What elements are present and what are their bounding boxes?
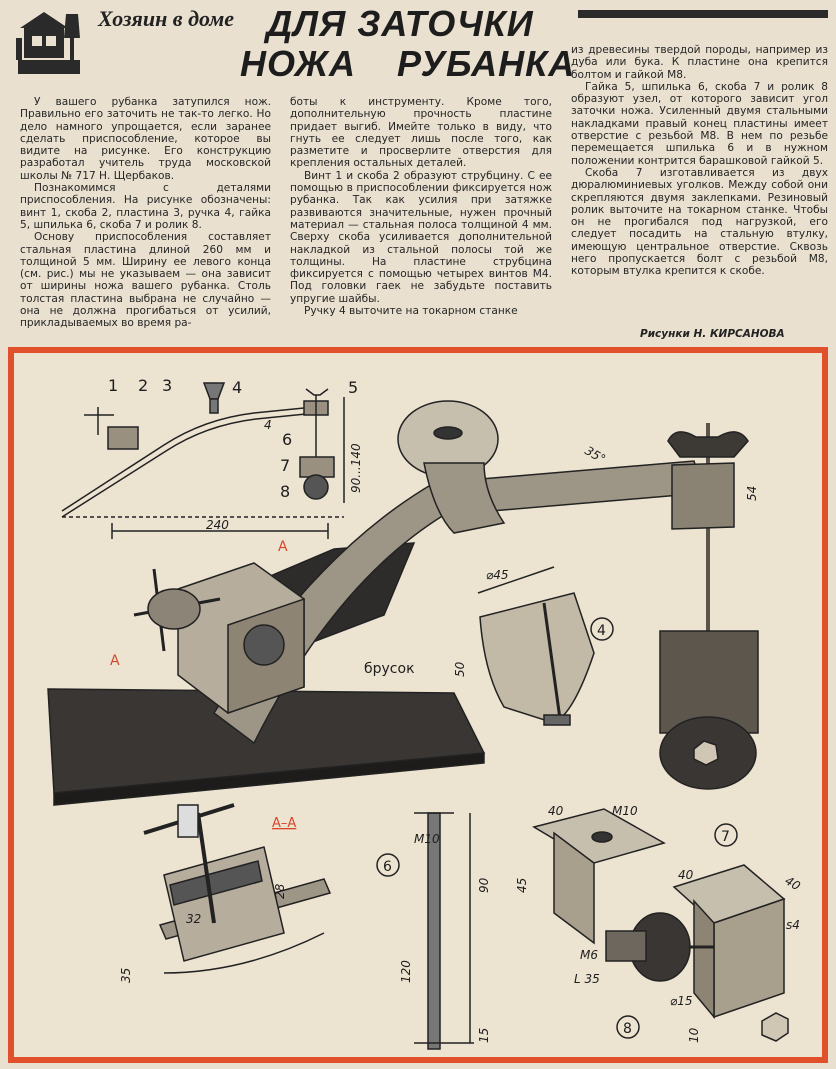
paragraph: У вашего рубанка затупился нож. Правильно его заточить не так-то легко. Но дело намного упрощается, если заранее сделать приспособление, которое вы видите на рисунке. Его конструкцию разработал учитель труда московской школы № 717 Н. Щербаков. — [20, 96, 271, 182]
paragraph: Ручку 4 выточите на токарном станке — [304, 305, 518, 318]
dim-offset: 4 — [264, 418, 272, 432]
detail6-thread-len: 90 — [477, 877, 491, 893]
main-assembly — [48, 401, 758, 805]
illustration-canvas — [14, 353, 822, 1057]
header-rule — [578, 10, 828, 18]
detail7-w2: 40 — [678, 868, 694, 882]
part-label-2: 2 — [138, 376, 149, 395]
technical-illustration — [8, 347, 828, 1063]
section-aa — [144, 805, 330, 973]
section-inner: 32 — [186, 912, 202, 926]
article-title — [240, 3, 576, 84]
detail8-bolt-len: L 35 — [574, 972, 600, 986]
detail7-d2: 40 — [782, 873, 803, 894]
detail7-number: 7 — [721, 829, 730, 845]
stone-label: брусок — [364, 661, 415, 677]
illustration-credit: Рисунки Н. КИРСАНОВА — [640, 328, 785, 340]
section-height: 28 — [273, 883, 287, 899]
paragraph: боты к инструменту. Кроме того, дополнительную прочность пластине придает выгиб. Имейте только в виду, что гнуть ее следует лишь после того, как разметите и просверлите отверстия для крепления остальных деталей. — [290, 96, 552, 170]
detail7-h: 45 — [515, 877, 529, 893]
detail4-number: 4 — [597, 623, 606, 639]
detail8-number: 8 — [623, 1021, 632, 1037]
dim-height-range: 90...140 — [349, 443, 363, 493]
part-label-6: 6 — [282, 430, 293, 449]
dim-clamp-height: 54 — [745, 485, 759, 501]
detail7-thickness: s4 — [786, 918, 800, 932]
section-mark-top: А — [278, 539, 288, 555]
paragraph: Гайка 5, шпилька 6, скоба 7 и ролик 8 образуют узел, от которого зависит угол заточки ножа. Усиленный двумя стальными накладками правый конец пластины имеет отверстие с резьбой М8. В нем по резьбе перемещается шпилька 6 и в нужном положении контрится барашковой гайкой 5. — [571, 80, 828, 167]
detail7-w1: 40 — [548, 804, 564, 818]
detail4-height: 50 — [453, 661, 467, 677]
detail-4-handle — [478, 567, 594, 725]
title-line-2: НОЖА РУБАНКА — [240, 43, 576, 84]
paragraph: Основу приспособления составляет стальная пластина длиной 260 мм и толщиной 5 мм. Ширину ее левого конца (см. рис.) мы не указываем — она зависит от ширины ножа вашего рубанка. Столь толстая пластина выбрана не случайно — она не должна прогибаться от усилий, прикладываемых во время ра- — [20, 231, 271, 330]
part-label-7: 7 — [280, 456, 291, 475]
detail6-thread: M10 — [414, 832, 440, 846]
paragraph: Скоба 7 изготавливается из двух дюралюминиевых уголков. Между собой они скрепляются двумя заклепками. Резиновый ролик выточите на токарном станке. Чтобы он не прогибался под нагрузкой, его следует посадить на стальную втулку, имеющую центральное отверстие. Сквозь него пропускается болт с резьбой М8, которым втулка крепится к скобе. — [571, 166, 828, 278]
dim-length: 240 — [206, 518, 229, 532]
detail6-number: 6 — [383, 859, 392, 875]
paragraph: Винт 1 и скоба 2 образуют струбцину. С ее помощью в приспособлении фиксируется нож рубанка. Так как усилия при затяжке развиваются значительные, нужен прочный материал — стальная полоса толщиной 4 мм. Сверху скоба усиливается дополнительной накладкой из стальной полосы той же толщины. На пластине струбцина фиксируется с помощью четырех винтов М4. Под головки гаек не забудьте поставить упругие шайбы. — [290, 169, 552, 305]
section-title: А–А — [272, 816, 297, 831]
title-line-1: ДЛЯ ЗАТОЧКИ — [266, 3, 534, 44]
detail-6-stud — [414, 813, 474, 1049]
detail6-end-len: 15 — [477, 1027, 491, 1043]
part-label-3: 3 — [162, 376, 173, 395]
part-label-4: 4 — [232, 378, 243, 397]
rubric-title: Хозяин в доме — [98, 6, 235, 31]
house-tools-logo — [14, 8, 86, 82]
part-label-5: 5 — [348, 378, 359, 397]
detail7-thread: M10 — [612, 804, 638, 818]
detail8-bolt: M6 — [580, 948, 598, 962]
text-column-1 — [20, 96, 271, 330]
part-label-1: 1 — [108, 376, 119, 395]
section-total: 35 — [119, 967, 133, 983]
overview-sideview — [62, 383, 344, 539]
detail6-length: 120 — [399, 960, 413, 983]
detail7-bottom: 10 — [687, 1027, 701, 1043]
detail4-diameter: ⌀45 — [486, 568, 509, 582]
section-mark-left: А — [110, 653, 120, 669]
part-label-8: 8 — [280, 482, 291, 501]
paragraph: Познакомимся с деталями приспособления. На рисунке обозначены: винт 1, скоба 2, пластина 3, ручка 4, гайка 5, шпилька 6, скоба 7 и ролик 8. — [20, 182, 271, 231]
text-column-2 — [290, 96, 552, 317]
text-column-3 — [571, 44, 828, 278]
dim-angle: 35° — [582, 443, 608, 467]
paragraph: из древесины твердой породы, например из дуба или бука. К пластине она крепится болтом и гайкой М8. — [571, 44, 828, 81]
detail8-diameter: ⌀15 — [670, 994, 693, 1008]
